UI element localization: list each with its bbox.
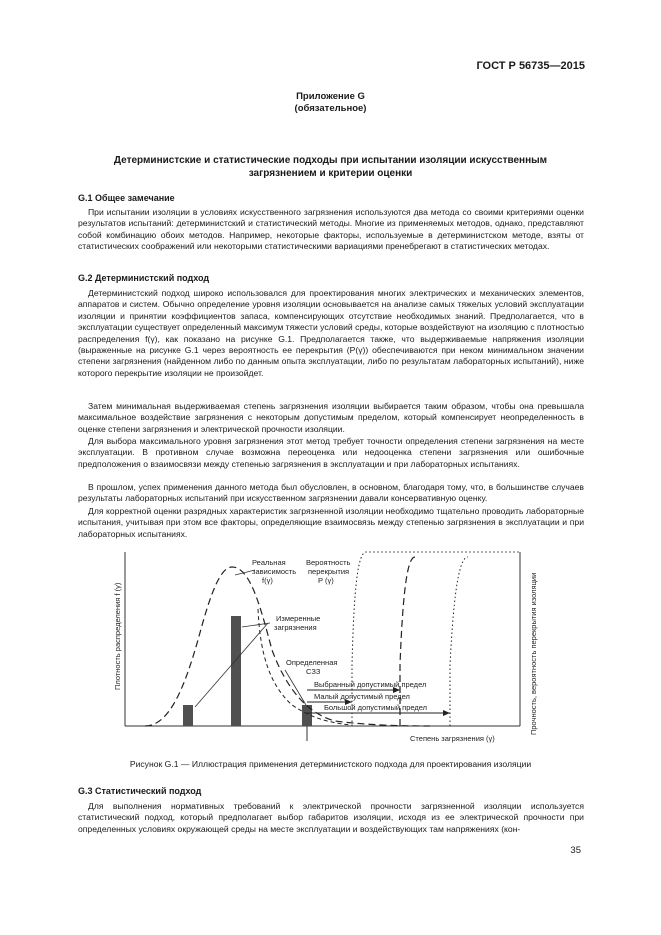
label-small-margin: Малый допустимый предел	[314, 692, 410, 701]
section-g2-paragraph-4: В прошлом, успех применения данного метода был обусловлен, в основном, благодаря тому, что, в большинстве случаев результаты лабораторных испытаний при искусственном загрязнении давали консервативную оценку.	[78, 482, 584, 504]
figure-caption: Рисунок G.1 — Иллюстрация применения детерминистского подхода для проектирования изоляции	[129, 759, 532, 769]
section-g1-heading: G.1 Общее замечание	[78, 193, 175, 203]
annex-type: (обязательное)	[294, 103, 367, 114]
label-sse-2: СЗЗ	[306, 667, 321, 676]
label-real-1: Реальная	[252, 558, 286, 567]
pointer-sse	[285, 670, 306, 705]
y-axis-left-label: Плотность распределения f (γ)	[113, 582, 122, 690]
section-g3-paragraph-1: Для выполнения нормативных требований к электрической прочности загрязненной изоляции используется статистический подход, который предполагает выбор габаритов изоляции, исходя из ее электрической прочности при определенных условиях окружающей среды на месте эксплуатации и воздействующих там напряжениях (кон-	[78, 801, 584, 834]
y-axis-right-label: Прочность, вероятность перекрытия изоляции	[529, 572, 538, 735]
document-title-line-2: загрязнением и критерии оценки	[248, 168, 413, 179]
section-g3-heading: G.3 Статистический подход	[78, 786, 202, 796]
standard-number: ГОСТ Р 56735—2015	[476, 60, 585, 72]
annex-title: Приложение G	[296, 91, 365, 102]
section-g2-paragraph-1: Детерминистский подход широко использовался для проектирования многих электрических и механических элементов, аппаратов и систем. Обычно определение уровня изоляции основывается на анализе самых тяжелых условий эксплуатации изоляции и принятии коэффициентов запаса, компенсирующих отсутствие необходимых знаний. Предполагается, что в эксплуатации существует определенный максимум тяжести условий среды, которые воздействуют на изоляцию с плотностью распределения f(γ), как показано на рисунке G.1. Предполагается также, что выдерживаемые напряжения изоляции (выраженные на рисунке G.1 через вероятность ее перекрытия (P(γ)) обеспечиваются при неком минимальном значении степени загрязнения (найденном либо по данным опыта эксплуатации, либо по результатам лабораторных испытаний), ниже которого перекрытие изоляции не произойдет.	[78, 288, 584, 378]
annex-heading	[0, 91, 661, 115]
section-g2-paragraph-3: Для выбора максимального уровня загрязнения этот метод требует точности определения степени загрязнения на месте эксплуатации. В противном случае возможна переоценка или недооценка степени загрязнения или ошибочные предположения о взаимосвязи между степенью загрязнения в эксплуатации и при лабораторных испытаниях.	[78, 436, 584, 469]
x-axis-label: Степень загрязнения (γ)	[410, 734, 495, 743]
histogram-bar-1	[183, 705, 193, 726]
section-g1-paragraph-1: При испытании изоляции в условиях искусственного загрязнения используются два метода со своими критериями оценки результатов испытаний: детерминистский и статистический методы. Многие из применяемых методов, однако, представляют собой комбинацию обоих методов. Например, некоторые факторы, используемые в детерминистском методе, взяты от статистических соображений или некоторыми статистическими вариациями пренебрегают в статистических методах.	[78, 207, 584, 252]
label-measured-1: Измеренные	[276, 614, 321, 623]
label-measured-2: загрязнения	[274, 623, 317, 632]
arrow-head-large	[443, 710, 450, 716]
document-title-line-1: Детерминистские и статистические подходы при испытании изоляции искусственным	[113, 155, 548, 166]
figure-g1-diagram	[110, 545, 560, 750]
section-g2-heading: G.2 Детерминистский подход	[78, 273, 210, 283]
section-g2-paragraph-5: Для корректной оценки разрядных характеристик загрязненной изоляции необходимо тщательно проводить лабораторные испытания, учитывая при этом все факторы, определяющие взаимосвязь между степенью загрязнения в эксплуатации и при лабораторных испытаниях.	[78, 506, 584, 539]
label-sse-1: Определенная	[286, 658, 338, 667]
page-number: 35	[570, 845, 581, 856]
probability-curve-3	[450, 557, 468, 726]
label-prob-2: перекрытия	[308, 567, 350, 576]
label-prob-3: P (γ)	[318, 576, 334, 585]
section-g2-paragraph-2: Затем минимальная выдерживаемая степень загрязнения изоляции выбирается таким образом, чтобы она превышала максимальное воздействие загрязнения с некоторым допустимым пределом, который компенсирует неопределенность в оценке степени загрязнения и электрической прочности изоляции.	[78, 401, 584, 434]
document-title	[70, 154, 591, 180]
label-prob-1: Вероятность	[306, 558, 351, 567]
label-real-3: f(γ)	[262, 576, 273, 585]
label-real-2: зависимость	[252, 567, 297, 576]
histogram-bar-2	[231, 616, 241, 726]
label-large-margin: Большой допустимый предел	[324, 703, 428, 712]
label-selected-margin: Выбранный допустимый предел	[314, 680, 427, 689]
